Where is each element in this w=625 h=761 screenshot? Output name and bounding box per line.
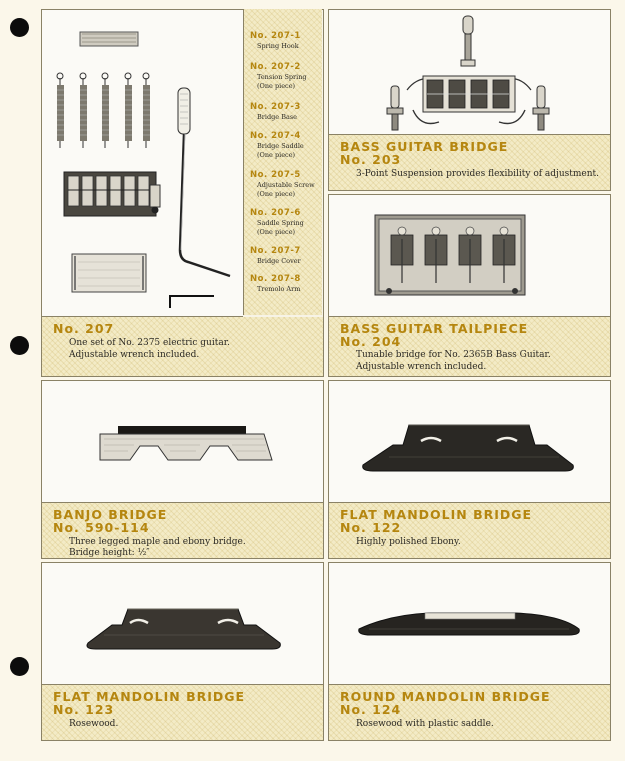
flat-mandolin-bridge-ebony-image <box>329 381 610 502</box>
part-name: (One piece) <box>257 151 296 159</box>
product-title: BASS GUITAR TAILPIECE <box>340 321 529 336</box>
caption-590-114 <box>42 503 323 558</box>
part-name: Tension Spring <box>257 73 307 81</box>
product-number: No. 207 <box>53 321 115 336</box>
part-entry <box>250 170 322 199</box>
part-entry <box>250 246 322 266</box>
part-number: No. 207-5 <box>250 170 301 180</box>
part-name: Adjustable Screw <box>257 181 315 189</box>
caption-203 <box>329 135 610 190</box>
part-entry <box>250 131 322 160</box>
bass-bridge-image <box>329 10 610 134</box>
part-entry <box>250 31 322 51</box>
product-title: FLAT MANDOLIN BRIDGE <box>53 689 246 704</box>
part-number: No. 207-2 <box>250 62 301 72</box>
product-description: Adjustable wrench included. <box>69 350 200 360</box>
product-description: Adjustable wrench included. <box>356 362 487 372</box>
product-title: BASS GUITAR BRIDGE <box>340 139 509 154</box>
part-name: Saddle Spring <box>257 219 304 227</box>
binder-hole <box>10 18 29 37</box>
panel-124 <box>328 562 611 741</box>
product-number: No. 590-114 <box>53 520 150 535</box>
part-number: No. 207-7 <box>250 246 301 256</box>
panel-203 <box>328 9 611 191</box>
binder-hole <box>10 657 29 676</box>
product-description: Rosewood. <box>69 719 119 729</box>
part-name: Tremolo Arm <box>257 285 301 293</box>
panel-204 <box>328 194 611 377</box>
panel-123 <box>41 562 324 741</box>
part-entry <box>250 274 322 294</box>
part-number: No. 207-4 <box>250 131 301 141</box>
product-description: Rosewood with plastic saddle. <box>356 719 494 729</box>
part-entry <box>250 208 322 237</box>
bass-tailpiece-image <box>329 195 610 316</box>
product-description: Tunable bridge for No. 2365B Bass Guitar. <box>356 350 551 360</box>
product-title: BANJO BRIDGE <box>53 507 168 522</box>
product-number: No. 124 <box>340 702 402 717</box>
part-name: Bridge Saddle <box>257 142 304 150</box>
product-description: 3-Point Suspension provides flexibility of adjustment. <box>356 169 600 179</box>
part-name: Spring Hook <box>257 42 299 50</box>
product-description: Bridge height: ½″ <box>69 548 150 558</box>
product-number: No. 204 <box>340 334 402 349</box>
caption-204 <box>329 317 610 376</box>
caption-122 <box>329 503 610 558</box>
tremolo-parts-image <box>42 10 243 316</box>
round-mandolin-bridge-image <box>329 563 610 684</box>
product-number: No. 122 <box>340 520 402 535</box>
photo-124 <box>329 563 610 685</box>
photo-204 <box>329 195 610 317</box>
part-number: No. 207-3 <box>250 102 301 112</box>
product-number: No. 203 <box>340 152 402 167</box>
photo-122 <box>329 381 610 503</box>
caption-207 <box>42 317 323 376</box>
product-title: ROUND MANDOLIN BRIDGE <box>340 689 551 704</box>
part-name: (One piece) <box>257 190 296 198</box>
part-name: Bridge Base <box>257 113 298 121</box>
binder-hole <box>10 336 29 355</box>
part-number: No. 207-1 <box>250 31 301 41</box>
flat-mandolin-bridge-rosewood-image <box>42 563 323 684</box>
part-entry <box>250 102 322 122</box>
product-description: One set of No. 2375 electric guitar. <box>69 338 230 348</box>
part-entry <box>250 62 322 91</box>
product-number: No. 123 <box>53 702 115 717</box>
photo-203 <box>329 10 610 135</box>
banjo-bridge-image <box>42 381 323 502</box>
part-name: (One piece) <box>257 228 296 236</box>
photo-123 <box>42 563 323 685</box>
product-description: Three legged maple and ebony bridge. <box>69 537 246 547</box>
product-title: FLAT MANDOLIN BRIDGE <box>340 507 533 522</box>
part-number: No. 207-6 <box>250 208 301 218</box>
panel-590-114 <box>41 380 324 559</box>
product-description: Highly polished Ebony. <box>356 537 461 547</box>
caption-123 <box>42 685 323 740</box>
photo-590-114 <box>42 381 323 503</box>
photo-207 <box>42 10 243 317</box>
parts-list-207 <box>243 9 322 315</box>
panel-122 <box>328 380 611 559</box>
caption-124 <box>329 685 610 740</box>
part-number: No. 207-8 <box>250 274 301 284</box>
part-name: Bridge Cover <box>257 257 301 265</box>
part-name: (One piece) <box>257 82 296 90</box>
